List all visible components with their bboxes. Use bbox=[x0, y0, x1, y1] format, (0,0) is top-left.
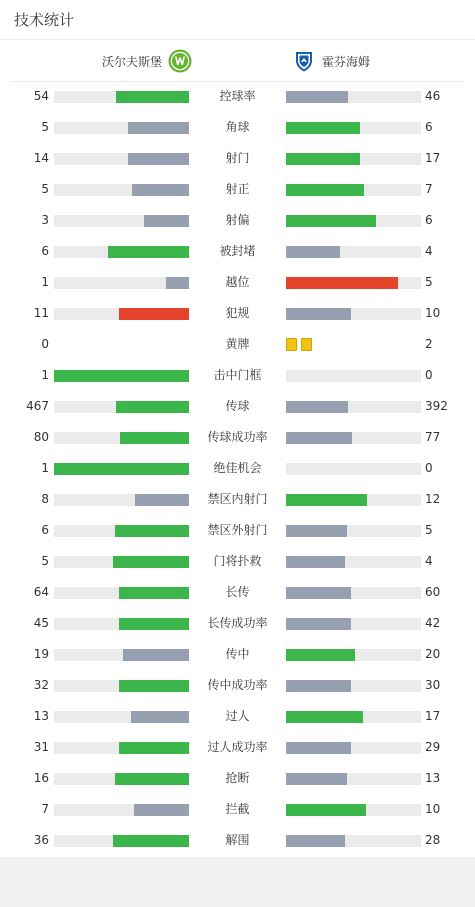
home-bar-fill bbox=[123, 649, 189, 661]
home-bar-track bbox=[54, 649, 189, 661]
away-team-name: 霍芬海姆 bbox=[322, 54, 371, 69]
home-value: 80 bbox=[33, 430, 49, 444]
home-value: 13 bbox=[33, 709, 49, 723]
away-bar-track bbox=[286, 494, 421, 506]
stat-row bbox=[0, 143, 475, 174]
page-title-text: 技术统计 bbox=[14, 11, 75, 29]
away-bar-track bbox=[286, 246, 421, 258]
home-value: 1 bbox=[41, 368, 49, 382]
home-bar-track bbox=[54, 494, 189, 506]
away-bar-fill bbox=[286, 494, 367, 506]
home-bar-fill bbox=[119, 618, 189, 630]
home-team[interactable] bbox=[102, 49, 192, 73]
home-value: 3 bbox=[41, 213, 49, 227]
stat-label: 过人成功率 bbox=[207, 740, 268, 754]
away-bar-track bbox=[286, 153, 421, 165]
home-bar-fill bbox=[119, 308, 189, 320]
away-bar-fill bbox=[286, 277, 398, 289]
stat-row bbox=[0, 732, 475, 763]
stat-label: 击中门框 bbox=[213, 368, 262, 382]
away-value: 28 bbox=[425, 833, 441, 847]
away-value: 10 bbox=[425, 306, 441, 320]
home-value: 11 bbox=[33, 306, 49, 320]
stat-label: 角球 bbox=[225, 120, 250, 134]
wolfsburg-logo-icon bbox=[168, 49, 192, 73]
stat-row bbox=[0, 794, 475, 825]
home-bar-track bbox=[54, 122, 189, 134]
stat-label: 控球率 bbox=[219, 89, 256, 103]
away-bar-track bbox=[286, 432, 421, 444]
stat-label: 长传成功率 bbox=[207, 616, 268, 630]
home-bar-track bbox=[54, 804, 189, 816]
home-value: 36 bbox=[33, 833, 49, 847]
away-bar-track bbox=[286, 525, 421, 537]
away-value: 13 bbox=[425, 771, 441, 785]
stat-label: 过人 bbox=[225, 709, 250, 723]
away-bar-fill bbox=[286, 742, 351, 754]
home-bar-fill bbox=[144, 215, 189, 227]
home-team-name: 沃尔夫斯堡 bbox=[102, 54, 163, 69]
away-value: 6 bbox=[425, 213, 433, 227]
stat-label: 传中 bbox=[225, 647, 250, 661]
away-bar-fill bbox=[286, 649, 355, 661]
home-bar-track bbox=[54, 773, 189, 785]
away-bar-fill bbox=[286, 525, 347, 537]
home-value: 5 bbox=[41, 182, 49, 196]
home-bar-fill bbox=[166, 277, 189, 289]
home-bar-fill bbox=[108, 246, 189, 258]
away-bar-track bbox=[286, 835, 421, 847]
away-bar-fill bbox=[286, 587, 351, 599]
stat-row bbox=[0, 298, 475, 329]
stat-row bbox=[0, 670, 475, 701]
away-bar-track bbox=[286, 401, 421, 413]
home-bar-fill bbox=[115, 525, 189, 537]
home-value: 45 bbox=[33, 616, 49, 630]
home-value: 6 bbox=[41, 244, 49, 258]
away-bar-track bbox=[286, 556, 421, 568]
stat-row bbox=[0, 329, 475, 360]
home-value: 7 bbox=[41, 802, 49, 816]
home-bar-fill bbox=[131, 711, 189, 723]
stat-label: 解围 bbox=[225, 833, 250, 847]
home-value: 16 bbox=[33, 771, 49, 785]
stat-label: 绝佳机会 bbox=[213, 461, 262, 475]
home-bar-track bbox=[54, 370, 189, 382]
home-bar-fill bbox=[115, 773, 189, 785]
stat-row bbox=[0, 422, 475, 453]
home-value: 31 bbox=[33, 740, 49, 754]
home-value: 1 bbox=[41, 275, 49, 289]
yellow-card-icon bbox=[286, 338, 297, 351]
stat-label: 长传 bbox=[225, 585, 250, 599]
away-bar-track bbox=[286, 804, 421, 816]
away-bar-track bbox=[286, 277, 421, 289]
away-bar-track bbox=[286, 308, 421, 320]
away-bar-track bbox=[286, 680, 421, 692]
home-value: 32 bbox=[33, 678, 49, 692]
away-value: 30 bbox=[425, 678, 441, 692]
home-bar-fill bbox=[132, 184, 189, 196]
stat-label: 禁区外射门 bbox=[207, 523, 268, 537]
yellow-card-icon bbox=[301, 338, 312, 351]
stat-row bbox=[0, 701, 475, 732]
away-value: 0 bbox=[425, 368, 433, 382]
stat-row bbox=[0, 267, 475, 298]
away-bar-fill bbox=[286, 184, 364, 196]
away-bar-fill bbox=[286, 556, 345, 568]
home-bar-fill bbox=[116, 91, 189, 103]
stat-row bbox=[0, 391, 475, 422]
away-value: 17 bbox=[425, 709, 441, 723]
home-bar-fill bbox=[113, 556, 189, 568]
away-value: 0 bbox=[425, 461, 433, 475]
home-bar-track bbox=[54, 215, 189, 227]
stat-row bbox=[0, 639, 475, 670]
home-value: 64 bbox=[33, 585, 49, 599]
home-bar-track bbox=[54, 401, 189, 413]
teams-header bbox=[10, 41, 465, 82]
home-bar-track bbox=[54, 463, 189, 475]
home-bar-track bbox=[54, 184, 189, 196]
stat-label: 禁区内射门 bbox=[207, 492, 268, 506]
stat-row bbox=[0, 453, 475, 484]
stat-row bbox=[0, 577, 475, 608]
away-bar-track bbox=[286, 618, 421, 630]
home-bar-track bbox=[54, 246, 189, 258]
away-bar-fill bbox=[286, 215, 376, 227]
away-yellow-cards bbox=[286, 338, 312, 351]
away-bar-fill bbox=[286, 246, 340, 258]
away-bar-track bbox=[286, 587, 421, 599]
stats-list bbox=[0, 81, 475, 856]
away-bar-track bbox=[286, 711, 421, 723]
home-value: 14 bbox=[33, 151, 49, 165]
away-bar-fill bbox=[286, 618, 351, 630]
away-bar-track bbox=[286, 649, 421, 661]
stat-label: 犯规 bbox=[225, 306, 250, 320]
home-bar-track bbox=[54, 680, 189, 692]
home-bar-track bbox=[54, 91, 189, 103]
home-bar-fill bbox=[119, 680, 189, 692]
home-value: 19 bbox=[33, 647, 49, 661]
stat-label: 传球 bbox=[225, 399, 250, 413]
stat-label: 拦截 bbox=[225, 802, 250, 816]
away-value: 2 bbox=[425, 337, 433, 351]
away-bar-track bbox=[286, 122, 421, 134]
away-bar-fill bbox=[286, 122, 360, 134]
stat-row bbox=[0, 236, 475, 267]
away-bar-fill bbox=[286, 680, 351, 692]
home-bar-track bbox=[54, 525, 189, 537]
home-bar-track bbox=[54, 742, 189, 754]
home-bar-fill bbox=[119, 587, 189, 599]
away-value: 29 bbox=[425, 740, 441, 754]
home-bar-fill bbox=[119, 742, 189, 754]
home-value: 0 bbox=[41, 337, 49, 351]
home-bar-track bbox=[54, 835, 189, 847]
stat-row bbox=[0, 81, 475, 112]
away-value: 17 bbox=[425, 151, 441, 165]
home-bar-track bbox=[54, 587, 189, 599]
stat-label: 射正 bbox=[225, 182, 250, 196]
home-bar-fill bbox=[120, 432, 189, 444]
stat-row bbox=[0, 546, 475, 577]
home-bar-track bbox=[54, 618, 189, 630]
home-bar-fill bbox=[134, 804, 189, 816]
home-bar-track bbox=[54, 277, 189, 289]
home-value: 8 bbox=[41, 492, 49, 506]
home-bar-fill bbox=[128, 153, 189, 165]
away-bar-fill bbox=[286, 91, 348, 103]
away-value: 42 bbox=[425, 616, 441, 630]
away-bar-fill bbox=[286, 711, 363, 723]
stat-row bbox=[0, 763, 475, 794]
stat-label: 抢断 bbox=[225, 771, 250, 785]
away-bar-track bbox=[286, 215, 421, 227]
stat-label: 传球成功率 bbox=[207, 430, 268, 444]
home-bar-fill bbox=[135, 494, 189, 506]
home-bar-track bbox=[54, 153, 189, 165]
away-bar-track bbox=[286, 463, 421, 475]
home-value: 467 bbox=[26, 399, 49, 413]
page-title bbox=[0, 0, 475, 40]
away-value: 5 bbox=[425, 275, 433, 289]
away-bar-track bbox=[286, 370, 421, 382]
home-bar-fill bbox=[54, 463, 189, 475]
stat-label: 射门 bbox=[225, 151, 250, 165]
away-bar-track bbox=[286, 773, 421, 785]
away-value: 60 bbox=[425, 585, 441, 599]
home-value: 5 bbox=[41, 554, 49, 568]
stat-label: 传中成功率 bbox=[207, 678, 268, 692]
stat-row bbox=[0, 360, 475, 391]
away-bar-fill bbox=[286, 773, 347, 785]
stat-row bbox=[0, 484, 475, 515]
home-value: 5 bbox=[41, 120, 49, 134]
home-bar-track bbox=[54, 556, 189, 568]
away-team[interactable] bbox=[292, 49, 370, 73]
away-value: 10 bbox=[425, 802, 441, 816]
hoffenheim-logo-icon bbox=[292, 49, 316, 73]
away-bar-track bbox=[286, 91, 421, 103]
home-bar-track bbox=[54, 432, 189, 444]
away-value: 77 bbox=[425, 430, 441, 444]
away-value: 4 bbox=[425, 554, 433, 568]
away-bar-track bbox=[286, 742, 421, 754]
footer-area bbox=[0, 857, 475, 907]
stat-label: 黄牌 bbox=[225, 337, 250, 351]
away-value: 12 bbox=[425, 492, 441, 506]
home-bar-track bbox=[54, 711, 189, 723]
away-value: 5 bbox=[425, 523, 433, 537]
home-bar-fill bbox=[116, 401, 189, 413]
stat-label: 射偏 bbox=[225, 213, 250, 227]
home-bar-track bbox=[54, 308, 189, 320]
away-bar-track bbox=[286, 184, 421, 196]
stat-row bbox=[0, 174, 475, 205]
home-value: 54 bbox=[33, 89, 49, 103]
away-value: 392 bbox=[425, 399, 448, 413]
stat-label: 被封堵 bbox=[219, 244, 256, 258]
home-value: 6 bbox=[41, 523, 49, 537]
away-value: 20 bbox=[425, 647, 441, 661]
stat-row bbox=[0, 112, 475, 143]
away-bar-fill bbox=[286, 804, 366, 816]
away-bar-fill bbox=[286, 835, 345, 847]
stat-row bbox=[0, 515, 475, 546]
home-value: 1 bbox=[41, 461, 49, 475]
home-bar-fill bbox=[113, 835, 189, 847]
away-value: 6 bbox=[425, 120, 433, 134]
home-bar-fill bbox=[128, 122, 189, 134]
stat-row bbox=[0, 205, 475, 236]
away-bar-fill bbox=[286, 401, 348, 413]
away-bar-fill bbox=[286, 308, 351, 320]
away-bar-fill bbox=[286, 432, 352, 444]
stat-row bbox=[0, 825, 475, 856]
stat-label: 门将扑救 bbox=[213, 554, 262, 568]
away-bar-fill bbox=[286, 153, 360, 165]
away-value: 46 bbox=[425, 89, 441, 103]
stat-label: 越位 bbox=[225, 275, 250, 289]
away-value: 7 bbox=[425, 182, 433, 196]
stat-row bbox=[0, 608, 475, 639]
home-bar-fill bbox=[54, 370, 189, 382]
away-value: 4 bbox=[425, 244, 433, 258]
